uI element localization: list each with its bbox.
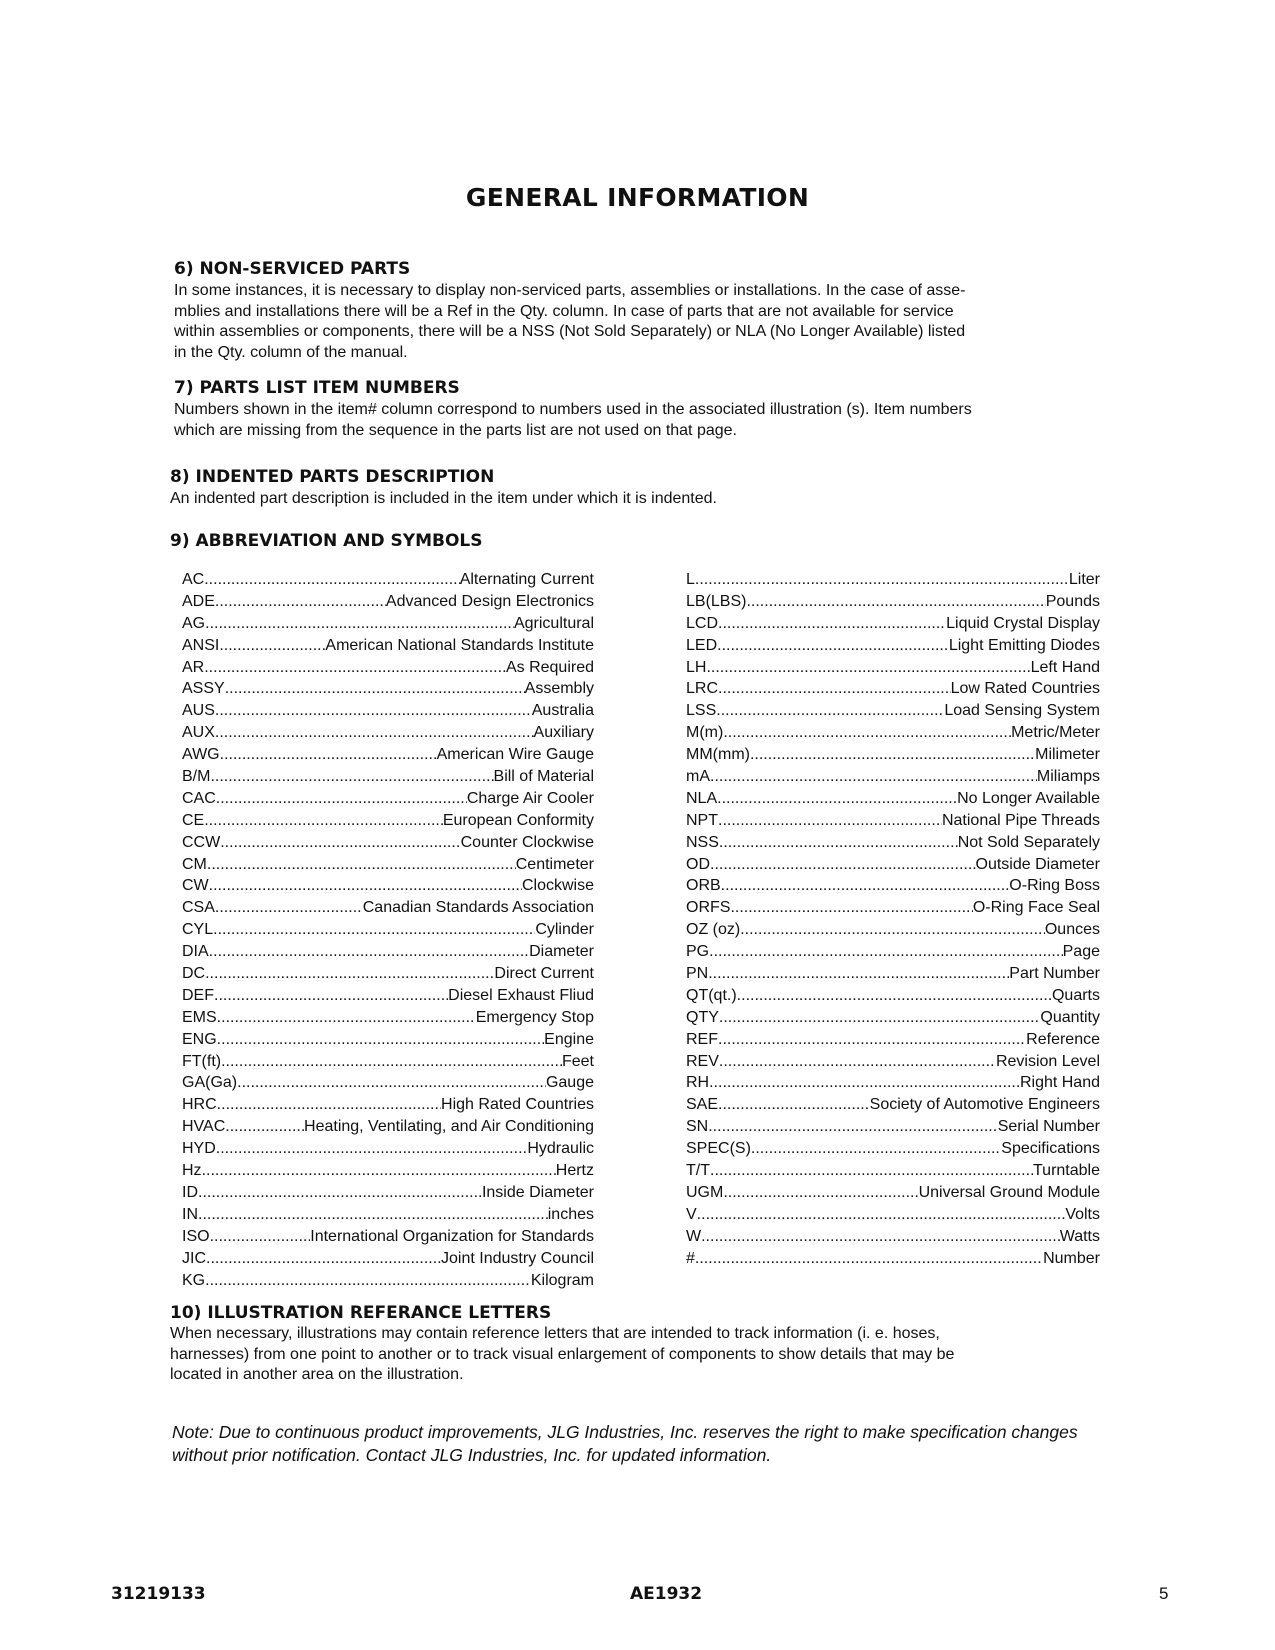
abbreviation-term: QT(qt.) (686, 986, 737, 1004)
abbreviation-meaning: Society of Automotive Engineers (869, 1096, 1100, 1114)
leader-dots (225, 680, 525, 698)
leader-dots (751, 1140, 1001, 1158)
abbreviation-entry (686, 812, 1100, 834)
abbreviation-entry (182, 1118, 594, 1140)
leader-dots (719, 1053, 996, 1071)
abbreviation-entry (182, 1009, 594, 1031)
abbreviation-term: LED (686, 636, 718, 654)
leader-dots (718, 615, 946, 633)
leader-dots (697, 1206, 1066, 1224)
abbreviation-entry (182, 965, 594, 987)
abbreviation-meaning: Advanced Design Electronics (385, 592, 594, 610)
abbreviation-term: HVAC (182, 1118, 226, 1136)
abbreviation-entry (686, 1118, 1100, 1140)
leader-dots (215, 724, 534, 742)
abbreviation-entry (182, 659, 594, 681)
abbreviation-term: OD (686, 855, 710, 873)
abbreviation-meaning: Outside Diameter (975, 855, 1100, 873)
leader-dots (730, 899, 972, 917)
leader-dots (213, 921, 535, 939)
abbreviation-list-left (182, 571, 594, 1293)
section-body-non-serviced-parts (174, 281, 965, 363)
paragraph-line: harnesses) from one point to another or to track visual enlargement of components to show details that may be (170, 1345, 955, 1363)
abbreviation-term: AWG (182, 746, 220, 764)
abbreviation-meaning: O-Ring Boss (1009, 877, 1100, 895)
abbreviation-term: CW (182, 877, 209, 895)
abbreviation-meaning: Serial Number (997, 1118, 1100, 1136)
leader-dots (719, 1009, 1041, 1027)
leader-dots (706, 659, 1030, 677)
abbreviation-term: CCW (182, 833, 221, 851)
abbreviation-term: JIC (182, 1249, 206, 1267)
leader-dots (718, 680, 951, 698)
abbreviation-meaning: Number (1043, 1249, 1100, 1267)
abbreviation-entry (686, 680, 1100, 702)
leader-dots (216, 1140, 528, 1158)
leader-dots (206, 1250, 441, 1268)
abbreviation-entry (182, 1096, 594, 1118)
abbreviation-entry (686, 724, 1100, 746)
abbreviation-meaning: Miliamps (1036, 768, 1100, 786)
abbreviation-entry (182, 571, 594, 593)
abbreviation-entry (182, 921, 594, 943)
abbreviation-entry (182, 790, 594, 812)
abbreviation-entry (182, 1162, 594, 1184)
abbreviation-meaning: Low Rated Countries (950, 680, 1100, 698)
abbreviation-meaning: No Longer Available (957, 789, 1100, 807)
abbreviation-entry (686, 856, 1100, 878)
abbreviation-meaning: Quantity (1040, 1008, 1100, 1026)
abbreviation-meaning: Volts (1065, 1205, 1100, 1223)
abbreviation-entry (686, 899, 1100, 921)
abbreviation-term: SN (686, 1118, 709, 1136)
abbreviation-meaning: Agricultural (513, 614, 594, 632)
leader-dots (215, 702, 532, 720)
abbreviation-term: OZ (oz) (686, 921, 741, 939)
abbreviation-entry (182, 877, 594, 899)
abbreviation-meaning: Reference (1026, 1030, 1100, 1048)
abbreviation-meaning: Right Hand (1019, 1074, 1100, 1092)
abbreviation-term: CE (182, 811, 205, 829)
abbreviation-meaning: Engine (544, 1030, 594, 1048)
leader-dots (717, 790, 957, 808)
abbreviation-entry (686, 637, 1100, 659)
abbreviation-term: ORB (686, 877, 721, 895)
leader-dots (204, 659, 506, 677)
leader-dots (695, 1250, 1043, 1268)
abbreviation-term: T/T (686, 1162, 710, 1180)
abbreviation-term: MM(mm) (686, 746, 750, 764)
abbreviation-meaning: inches (547, 1205, 594, 1223)
abbreviation-term: UGM (686, 1183, 724, 1201)
abbreviation-meaning: Clockwise (521, 877, 594, 895)
abbreviation-meaning: Centimeter (515, 855, 594, 873)
abbreviation-meaning: Revision Level (995, 1052, 1100, 1070)
abbreviation-term: CM (182, 855, 207, 873)
abbreviation-entry (686, 1031, 1100, 1053)
leader-dots (716, 702, 944, 720)
section-heading-parts-list-item-numbers: 7) PARTS LIST ITEM NUMBERS (174, 378, 460, 398)
abbreviation-term: DEF (182, 986, 214, 1004)
leader-dots (217, 1009, 476, 1027)
paragraph-line: mblies and installations there will be a Ref in the Qty. column. In case of parts that are not available for service (174, 302, 954, 320)
abbreviation-entry (182, 593, 594, 615)
abbreviation-meaning: High Rated Countries (441, 1096, 594, 1114)
abbreviation-term: IN (182, 1205, 198, 1223)
abbreviation-term: LRC (686, 680, 719, 698)
abbreviation-meaning: Charge Air Cooler (466, 789, 594, 807)
leader-dots (718, 812, 942, 830)
abbreviation-term: AG (182, 614, 206, 632)
note-text: Note: Due to continuous product improvements, JLG Industries, Inc. reserves the right to make specification changes without prior notification. Contact JLG Industries, Inc. for updated information. (172, 1422, 1078, 1465)
leader-dots (709, 1074, 1020, 1092)
abbreviation-entry (182, 1074, 594, 1096)
paragraph-line: Numbers shown in the item# column correspond to numbers used in the associated illustration (s). Item numbers (174, 401, 972, 418)
leader-dots (721, 877, 1010, 895)
abbreviation-meaning: International Organization for Standards (310, 1227, 594, 1245)
leader-dots (717, 637, 949, 655)
abbreviation-meaning: Hertz (555, 1162, 594, 1180)
abbreviation-meaning: Diesel Exhaust Fliud (448, 986, 594, 1004)
abbreviation-term: REV (686, 1052, 719, 1070)
abbreviation-term: DIA (182, 943, 209, 961)
abbreviation-entry (182, 812, 594, 834)
abbreviation-meaning: National Pipe Threads (941, 811, 1100, 829)
abbreviation-term: ID (182, 1183, 198, 1201)
leader-dots (205, 615, 514, 633)
footer-model: AE1932 (630, 1584, 703, 1604)
leader-dots (723, 724, 1011, 742)
abbreviation-entry (182, 1272, 594, 1294)
paragraph-line: When necessary, illustrations may contain reference letters that are intended to track information (i. e. hoses, (170, 1325, 940, 1342)
leader-dots (718, 1096, 870, 1114)
abbreviation-entry (182, 724, 594, 746)
abbreviation-term: ASSY (182, 680, 225, 698)
abbreviation-entry (686, 1206, 1100, 1228)
abbreviation-term: FT(ft) (182, 1052, 222, 1070)
abbreviation-meaning: Left Hand (1030, 658, 1100, 676)
abbreviation-entry (182, 1031, 594, 1053)
leader-dots (737, 987, 1052, 1005)
leader-dots (217, 1096, 441, 1114)
abbreviation-meaning: Liter (1068, 571, 1100, 588)
abbreviation-meaning: American Wire Gauge (436, 746, 594, 764)
leader-dots (215, 899, 363, 917)
abbreviation-term: REF (686, 1030, 718, 1048)
page-title: GENERAL INFORMATION (465, 183, 810, 212)
abbreviation-meaning: Australia (531, 702, 594, 720)
abbreviation-meaning: Cylinder (535, 921, 594, 939)
abbreviation-entry (686, 1074, 1100, 1096)
leader-dots (205, 965, 494, 983)
abbreviation-entry (182, 615, 594, 637)
abbreviation-entry (182, 1053, 594, 1075)
abbreviation-term: ENG (182, 1030, 217, 1048)
abbreviation-entry (686, 746, 1100, 768)
section-heading-indented-parts-description: 8) INDENTED PARTS DESCRIPTION (170, 467, 495, 487)
abbreviation-meaning: Inside Diameter (481, 1183, 594, 1201)
leader-dots (225, 1118, 304, 1136)
leader-dots (205, 1272, 531, 1290)
abbreviation-entry (182, 856, 594, 878)
leader-dots (746, 593, 1045, 611)
abbreviation-meaning: Hydraulic (527, 1140, 594, 1158)
leader-dots (695, 571, 1069, 589)
abbreviation-meaning: Feet (561, 1052, 594, 1070)
abbreviation-entry (686, 571, 1100, 593)
leader-dots (710, 768, 1037, 786)
footer-page-number: 5 (1159, 1584, 1169, 1603)
abbreviation-term: NPT (686, 811, 718, 829)
abbreviation-entry (686, 702, 1100, 724)
abbreviation-meaning: Alternating Current (459, 571, 594, 588)
abbreviation-entry (686, 1053, 1100, 1075)
abbreviation-entry (686, 790, 1100, 812)
abbreviation-meaning: Quarts (1051, 986, 1100, 1004)
leader-dots (740, 921, 1045, 939)
abbreviation-meaning: Metric/Meter (1011, 724, 1100, 742)
abbreviation-entry (686, 834, 1100, 856)
abbreviation-term: AR (182, 658, 205, 676)
abbreviation-meaning: Not Sold Separately (957, 833, 1100, 851)
abbreviation-term: V (686, 1205, 697, 1223)
abbreviation-term: PG (686, 943, 710, 961)
abbreviation-entry (686, 593, 1100, 615)
abbreviation-entry (182, 702, 594, 724)
abbreviation-term: LB(LBS) (686, 592, 747, 610)
leader-dots (210, 768, 493, 786)
abbreviation-term: QTY (686, 1008, 719, 1026)
abbreviation-term: AUS (182, 702, 215, 720)
abbreviation-term: ORFS (686, 899, 731, 917)
leader-dots (220, 746, 437, 764)
abbreviation-term: # (686, 1249, 695, 1267)
leader-dots (209, 877, 522, 895)
abbreviation-term: PN (686, 965, 709, 983)
abbreviation-meaning: Page (1062, 943, 1100, 961)
abbreviation-list-right (686, 571, 1100, 1272)
abbreviation-meaning: Watts (1059, 1227, 1100, 1245)
leader-dots (750, 746, 1035, 764)
leader-dots (202, 1162, 556, 1180)
abbreviation-entry (182, 1250, 594, 1272)
leader-dots (204, 571, 459, 589)
abbreviation-meaning: Universal Ground Module (918, 1183, 1100, 1201)
paragraph-line: An indented part description is included in the item under which it is indented. (170, 490, 717, 507)
leader-dots (719, 834, 958, 852)
abbreviation-entry (182, 637, 594, 659)
section-body-parts-list-item-numbers (174, 400, 972, 441)
abbreviation-entry (686, 1140, 1100, 1162)
abbreviation-entry (686, 1184, 1100, 1206)
abbreviation-entry (686, 615, 1100, 637)
abbreviation-meaning: Load Sensing System (944, 702, 1100, 720)
abbreviation-term: HYD (182, 1140, 216, 1158)
abbreviation-entry (182, 834, 594, 856)
abbreviation-entry (182, 746, 594, 768)
paragraph-line: within assemblies or components, there will be a NSS (Not Sold Separately) or NLA (No Longer Available) listed (174, 323, 966, 340)
section-heading-illustration-reference-letters: 10) ILLUSTRATION REFERANCE LETTERS (170, 1303, 552, 1323)
abbreviation-entry (686, 921, 1100, 943)
abbreviation-term: LH (686, 658, 707, 676)
abbreviation-term: W (686, 1227, 702, 1245)
abbreviation-entry (182, 943, 594, 965)
leader-dots (207, 856, 516, 874)
abbreviation-entry (686, 1096, 1100, 1118)
abbreviation-entry (686, 965, 1100, 987)
paragraph-line: in the Qty. column of the manual. (174, 343, 408, 361)
abbreviation-meaning: Assembly (524, 680, 594, 698)
abbreviation-term: GA(Ga) (182, 1074, 238, 1092)
abbreviation-entry (686, 1250, 1100, 1272)
abbreviation-entry (182, 1184, 594, 1206)
leader-dots (708, 965, 1009, 983)
abbreviation-term: mA (686, 768, 710, 786)
abbreviation-meaning: Emergency Stop (475, 1008, 594, 1026)
abbreviation-meaning: Part Number (1009, 965, 1100, 983)
abbreviation-term: NSS (686, 833, 719, 851)
abbreviation-meaning: Turntable (1033, 1162, 1100, 1180)
paragraph-line: located in another area on the illustration. (170, 1366, 464, 1383)
abbreviation-meaning: Kilogram (530, 1271, 594, 1289)
abbreviation-meaning: Counter Clockwise (460, 833, 594, 851)
abbreviation-meaning: Pounds (1045, 592, 1100, 610)
abbreviation-term: CYL (182, 921, 214, 939)
abbreviation-term: DC (182, 965, 206, 983)
abbreviation-term: Hz (182, 1162, 202, 1180)
abbreviation-entry (686, 659, 1100, 681)
abbreviation-entry (686, 1009, 1100, 1031)
abbreviation-meaning: Gauge (545, 1074, 594, 1092)
abbreviation-term: AC (182, 571, 205, 588)
abbreviation-entry (686, 1228, 1100, 1250)
abbreviation-entry (182, 987, 594, 1009)
abbreviation-term: B/M (182, 768, 211, 786)
abbreviation-meaning: Liquid Crystal Display (946, 614, 1100, 632)
leader-dots (709, 943, 1063, 961)
abbreviation-term: AUX (182, 724, 215, 742)
abbreviation-term: HRC (182, 1096, 217, 1114)
abbreviation-entry (182, 1206, 594, 1228)
abbreviation-term: CAC (182, 789, 216, 807)
leader-dots (198, 1184, 482, 1202)
abbreviation-meaning: European Conformity (442, 811, 594, 829)
paragraph-line: In some instances, it is necessary to display non-serviced parts, assemblies or installations. In the case of asse- (174, 282, 966, 299)
abbreviation-term: M(m) (686, 724, 724, 742)
abbreviation-term: ISO (182, 1227, 210, 1245)
leader-dots (219, 637, 325, 655)
paragraph-line: which are missing from the sequence in the parts list are not used on that page. (174, 421, 737, 439)
abbreviation-term: ANSI (182, 636, 220, 654)
abbreviation-entry (182, 1228, 594, 1250)
leader-dots (221, 1053, 562, 1071)
abbreviation-term: LSS (686, 702, 717, 720)
abbreviation-meaning: American National Standards Institute (325, 636, 594, 654)
abbreviation-term: L (686, 571, 695, 588)
leader-dots (215, 593, 386, 611)
leader-dots (710, 856, 976, 874)
leader-dots (701, 1228, 1060, 1246)
leader-dots (209, 943, 529, 961)
abbreviation-entry (182, 680, 594, 702)
leader-dots (198, 1206, 548, 1224)
abbreviation-meaning: Heating, Ventilating, and Air Conditioning (304, 1118, 594, 1136)
abbreviation-meaning: Direct Current (494, 965, 594, 983)
abbreviation-meaning: Joint Industry Council (441, 1249, 594, 1267)
abbreviation-meaning: Light Emitting Diodes (948, 636, 1100, 654)
leader-dots (710, 1162, 1033, 1180)
abbreviation-meaning: Diameter (529, 943, 594, 961)
abbreviation-term: ADE (182, 592, 215, 610)
abbreviation-term: SPEC(S) (686, 1140, 751, 1158)
leader-dots (723, 1184, 918, 1202)
abbreviation-entry (686, 987, 1100, 1009)
abbreviation-meaning: Canadian Standards Association (362, 899, 594, 917)
footer-doc-number: 31219133 (111, 1584, 206, 1604)
abbreviation-term: EMS (182, 1008, 217, 1026)
abbreviation-meaning: Specifications (1001, 1140, 1100, 1158)
abbreviation-entry (686, 943, 1100, 965)
section-body-indented-parts-description (170, 489, 717, 510)
abbreviation-term: NLA (686, 789, 718, 807)
abbreviation-term: CSA (182, 899, 215, 917)
abbreviation-entry (686, 1162, 1100, 1184)
leader-dots (718, 1031, 1026, 1049)
section-heading-non-serviced-parts: 6) NON-SERVICED PARTS (174, 259, 411, 279)
leader-dots (214, 987, 448, 1005)
abbreviation-term: SAE (686, 1096, 719, 1114)
abbreviation-entry (686, 768, 1100, 790)
leader-dots (204, 812, 443, 830)
leader-dots (216, 790, 467, 808)
abbreviation-term: KG (182, 1271, 206, 1289)
abbreviation-entry (182, 1140, 594, 1162)
abbreviation-meaning: Auxiliary (533, 724, 594, 742)
section-heading-abbreviation-and-symbols: 9) ABBREVIATION AND SYMBOLS (170, 531, 483, 551)
abbreviation-entry (182, 768, 594, 790)
leader-dots (217, 1031, 545, 1049)
abbreviation-term: LCD (686, 614, 719, 632)
abbreviation-entry (686, 877, 1100, 899)
abbreviation-meaning: O-Ring Face Seal (972, 899, 1100, 917)
abbreviation-meaning: As Required (505, 658, 594, 676)
abbreviation-entry (182, 899, 594, 921)
abbreviation-meaning: Bill of Material (493, 768, 594, 786)
leader-dots (210, 1228, 311, 1246)
section-body-illustration-reference-letters (170, 1324, 954, 1386)
leader-dots (708, 1118, 998, 1136)
abbreviation-term: RH (686, 1074, 710, 1092)
leader-dots (220, 834, 460, 852)
leader-dots (237, 1074, 546, 1092)
abbreviation-meaning: Ounces (1044, 921, 1100, 939)
abbreviation-meaning: Milimeter (1035, 746, 1100, 764)
